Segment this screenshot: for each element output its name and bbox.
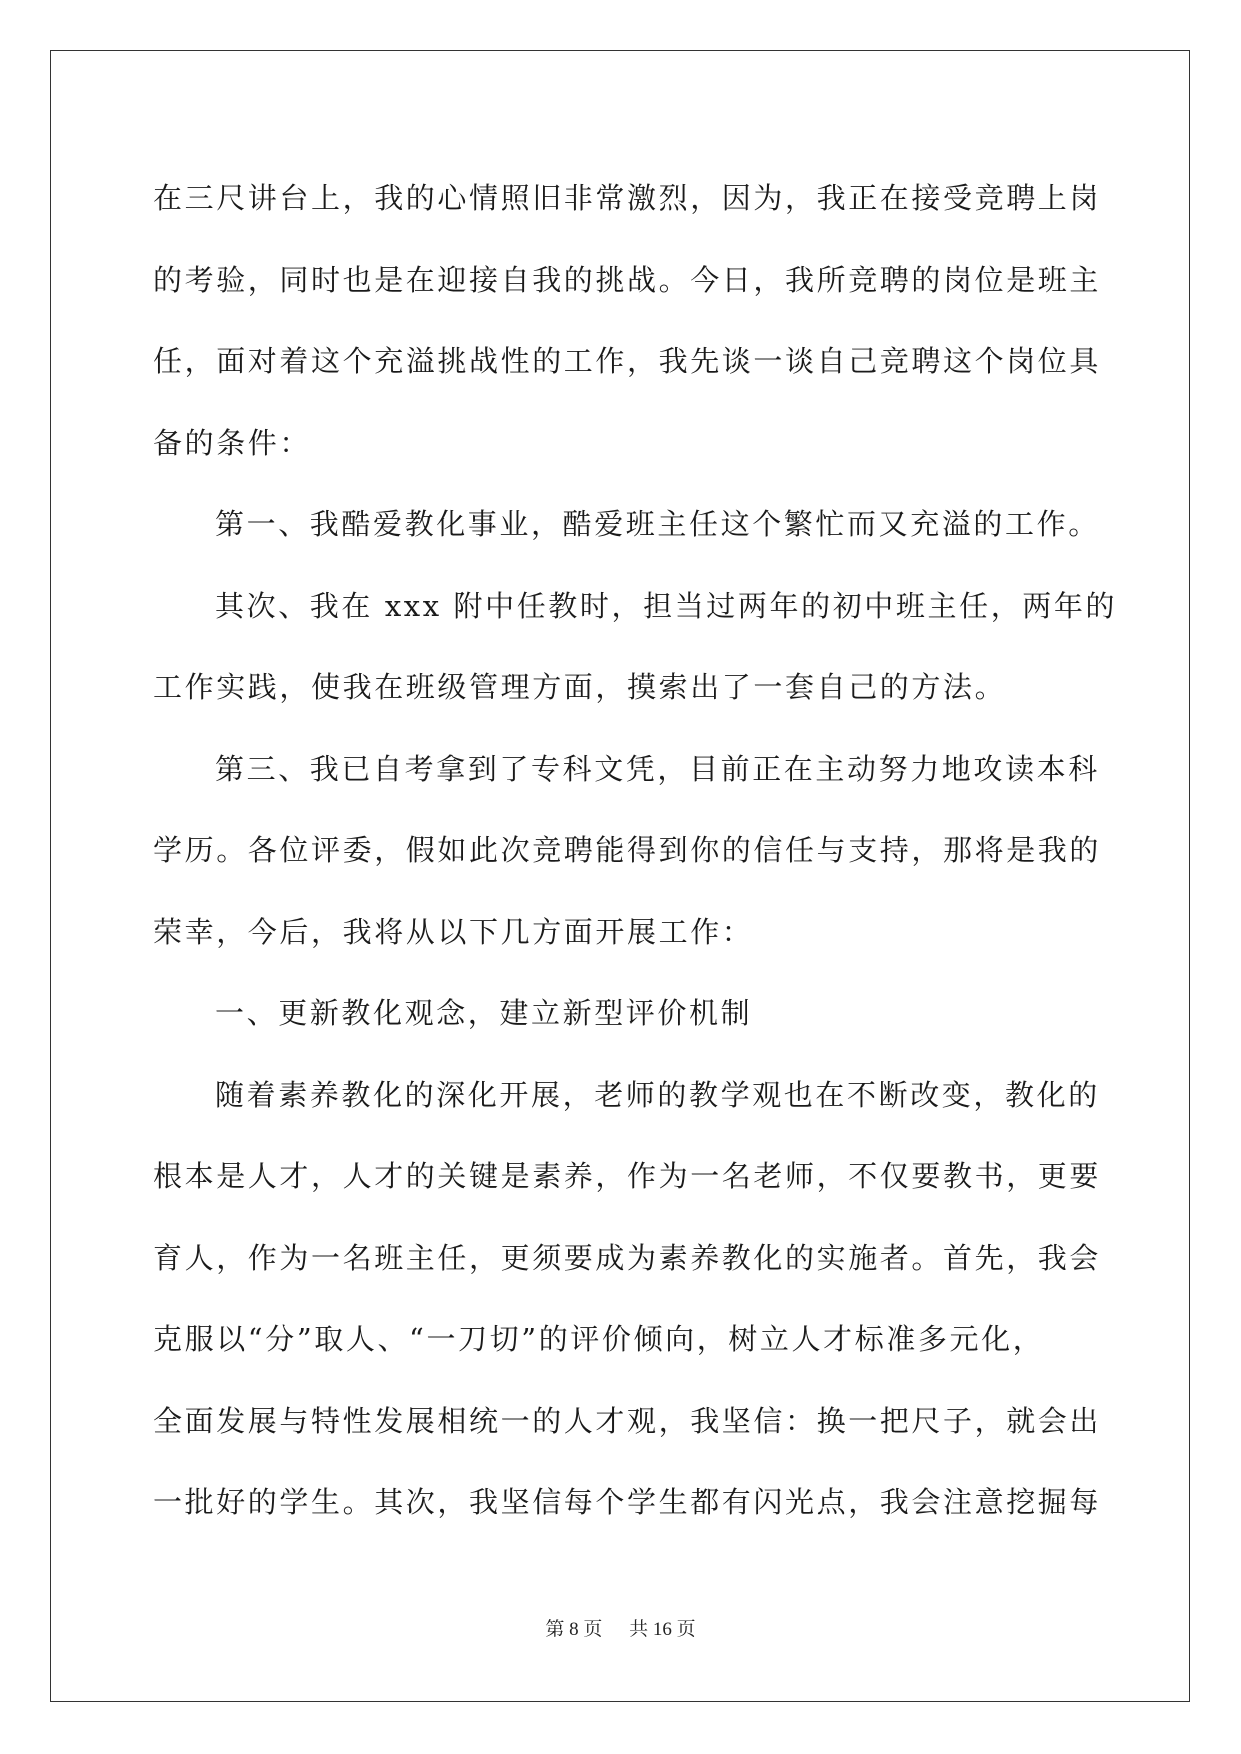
- text-line-2: 的考验，同时也是在迎接自我的挑战。今日，我所竞聘的岗位是班主: [153, 262, 1102, 297]
- text-line-5: 第一、我酷爱教化事业，酷爱班主任这个繁忙而又充溢的工作。: [215, 507, 1100, 541]
- text-line-3: 任，面对着这个充溢挑战性的工作，我先谈一谈自己竞聘这个岗位具: [153, 344, 1102, 378]
- text-line-11: 一、更新教化观念，建立新型评价机制: [215, 996, 753, 1030]
- text-line-17: 一批好的学生。其次，我坚信每个学生都有闪光点，我会注意挖掘每: [153, 1485, 1102, 1519]
- text-line-15: 克服以“分”取人、“一刀切”的评价倾向，树立人才标准多元化，: [153, 1322, 1045, 1356]
- text-line-14: 育人，作为一名班主任，更须要成为素养教化的实施者。首先，我会: [153, 1240, 1102, 1275]
- document-body: [153, 158, 1118, 1544]
- text-line-1: 在三尺讲台上，我的心情照旧非常激烈，因为，我正在接受竞聘上岗: [153, 181, 1102, 215]
- page-footer: [0, 1614, 1241, 1641]
- text-line-10: 荣幸，今后，我将从以下几方面开展工作：: [153, 914, 754, 949]
- text-line-16: 全面发展与特性发展相统一的人才观，我坚信：换一把尺子，就会出: [153, 1403, 1102, 1438]
- text-line-7: 工作实践，使我在班级管理方面，摸索出了一套自己的方法。: [153, 670, 1007, 704]
- text-line-6: 其次、我在 xxx 附中任教时，担当过两年的初中班主任，两年的: [215, 588, 1118, 623]
- text-line-12: 随着素养教化的深化开展，老师的教学观也在不断改变，教化的: [215, 1077, 1100, 1112]
- text-line-9: 学历。各位评委，假如此次竞聘能得到你的信任与支持，那将是我的: [153, 833, 1102, 867]
- text-line-13: 根本是人才，人才的关键是素养，作为一名老师，不仅要教书，更要: [153, 1159, 1102, 1193]
- page-number: 第 8 页: [545, 1619, 603, 1640]
- page-total: 共 16 页: [629, 1619, 696, 1640]
- text-line-4: 备的条件：: [153, 425, 312, 460]
- text-line-8: 第三、我已自考拿到了专科文凭，目前正在主动努力地攻读本科: [215, 751, 1100, 786]
